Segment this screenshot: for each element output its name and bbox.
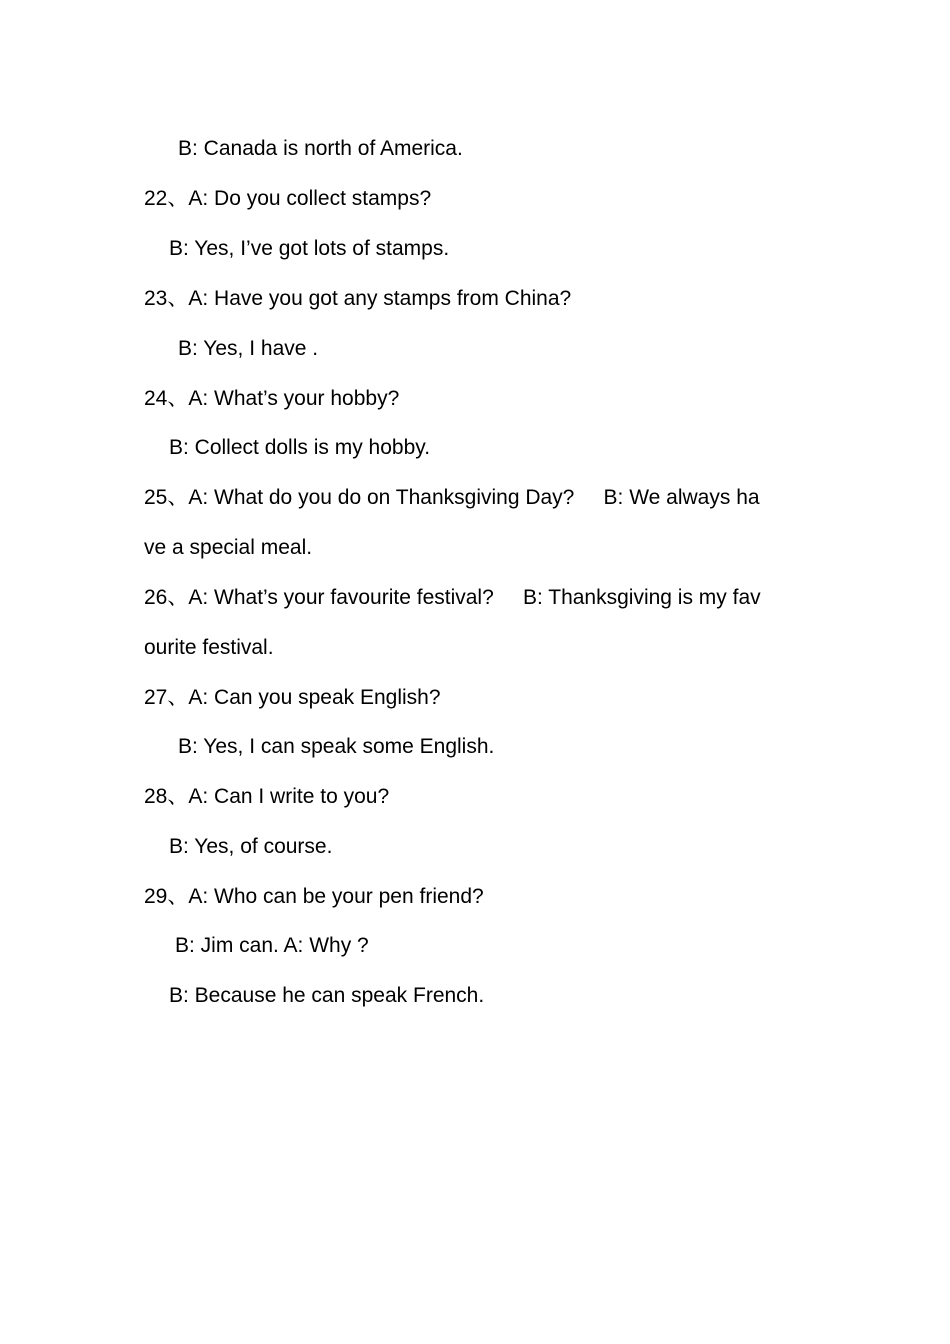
dialogue-line-28-a: 28、A: Can I write to you? <box>144 785 390 808</box>
dialogue-line-29-a: 29、A: Who can be your pen friend? <box>144 885 484 908</box>
dialogue-line-26: 26、A: What’s your favourite festival? B: Thanksgiving is my fav <box>144 586 761 609</box>
dialogue-line-29-b-cont: B: Because he can speak French. <box>169 984 485 1007</box>
dialogue-line-27-a: 27、A: Can you speak English? <box>144 686 441 709</box>
dialogue-line-29-b: B: Jim can. A: Why ? <box>175 934 369 957</box>
dialogue-line-22-b: B: Yes, I’ve got lots of stamps. <box>169 237 450 260</box>
dialogue-line-22-a: 22、A: Do you collect stamps? <box>144 187 432 210</box>
dialogue-line-28-b: B: Yes, of course. <box>169 835 333 858</box>
dialogue-line-23-a: 23、A: Have you got any stamps from China? <box>144 287 572 310</box>
dialogue-line-24-b: B: Collect dolls is my hobby. <box>169 436 431 459</box>
dialogue-line-25: 25、A: What do you do on Thanksgiving Day? B: We always ha <box>144 486 760 509</box>
dialogue-line-26-cont: ourite festival. <box>144 636 274 659</box>
dialogue-line-21-b: B: Canada is north of America. <box>178 137 463 160</box>
dialogue-line-25-cont: ve a special meal. <box>144 536 313 559</box>
dialogue-line-24-a: 24、A: What’s your hobby? <box>144 387 400 410</box>
dialogue-line-27-b: B: Yes, I can speak some English. <box>178 735 495 758</box>
dialogue-line-23-b: B: Yes, I have . <box>178 337 319 360</box>
